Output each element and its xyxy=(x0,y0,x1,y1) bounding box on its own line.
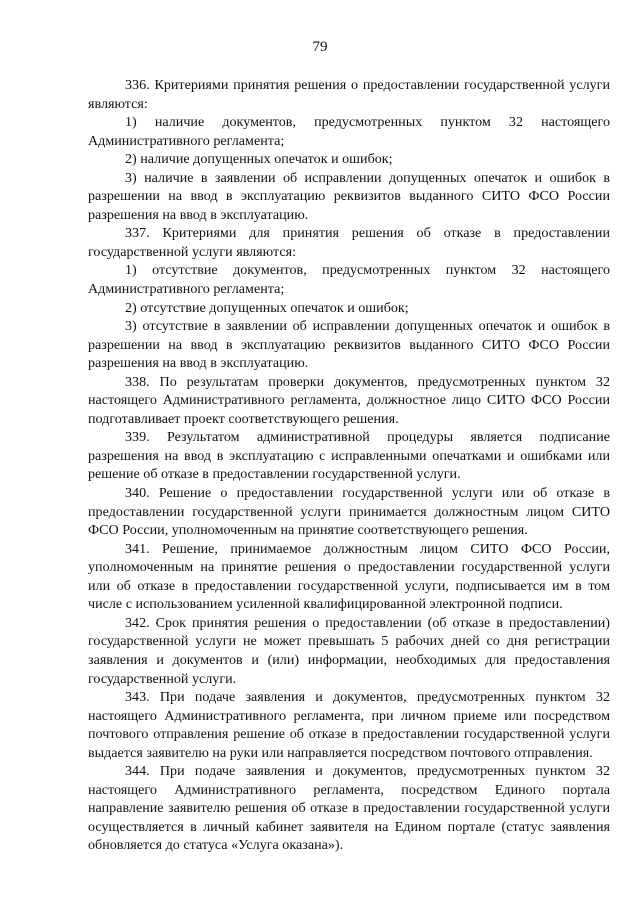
page-number: 79 xyxy=(312,39,328,55)
paragraph-344: 344. При подаче заявления и документов, предусмотренных пунктом 32 настоящего Административного регламента, посредством Единого портала направление заявителю решения об отказе в предоставлении государственной услуги осуществляется в личный кабинет заявителя на Едином портале (статус заявления обновляется до статуса «Услуга оказана»). xyxy=(88,763,610,854)
paragraph-343: 343. При подаче заявления и документов, предусмотренных пунктом 32 настоящего Административного регламента, при личном приеме или посредством почтового отправления решение об отказе в предоставлении государственной услуги выдается заявителю на руки или направляется посредством почтового отправления. xyxy=(88,689,610,761)
paragraph-339: 339. Результатом административной процедуры является подписание разрешения на ввод в эксплуатацию с исправленными опечатками и ошибками или решение об отказе в предоставлении государственной услуги. xyxy=(88,429,610,483)
paragraph-336-item-2: 2) наличие допущенных опечаток и ошибок; xyxy=(125,151,393,168)
paragraph-338: 338. По результатам проверки документов, предусмотренных пунктом 32 настоящего Административного регламента, должностное лицо СИТО ФСО России подготавливает проект соответствующего решения. xyxy=(88,373,610,427)
paragraph-336-item-3: 3) наличие в заявлении об исправлении допущенных опечаток и ошибок в разрешении на ввод в эксплуатацию реквизитов выданного СИТО ФСО России разрешения на ввод в эксплуатацию. xyxy=(88,169,610,223)
paragraph-337: 337. Критериями для принятия решения об отказе в предоставлении государственной услуги являются: xyxy=(88,225,610,260)
paragraph-336: 336. Критериями принятия решения о предоставлении государственной услуги являются: xyxy=(88,77,610,112)
paragraph-341: 341. Решение, принимаемое должностным лицом СИТО ФСО России, уполномоченным на принятие решения о предоставлении государственной услуги или об отказе в предоставлении государственной услуги, подписывается им в том числе с использованием усиленной квалифицированной электронной подписи. xyxy=(88,540,610,613)
paragraph-337-item-2: 2) отсутствие допущенных опечаток и ошибок; xyxy=(125,299,409,316)
paragraph-337-item-3: 3) отсутствие в заявлении об исправлении допущенных опечаток и ошибок в разрешении на ввод в эксплуатацию реквизитов выданного СИТО ФСО России разрешения на ввод в эксплуатацию. xyxy=(88,318,610,372)
paragraph-340: 340. Решение о предоставлении государственной услуги или об отказе в предоставлении государственной услуги принимается должностным лицом СИТО ФСО России, уполномоченным на принятие соответствующего решения. xyxy=(88,485,610,539)
paragraph-337-item-1: 1) отсутствие документов, предусмотренных пунктом 32 настоящего Административного регламента; xyxy=(88,262,610,298)
paragraph-342: 342. Срок принятия решения о предоставлении (об отказе в предоставлении) государственной услуги не может превышать 5 рабочих дней со дня регистрации заявления и документов и (или) информации, необходимых для предоставления государственной услуги. xyxy=(88,614,610,687)
document-body xyxy=(88,76,610,855)
paragraph-336-item-1: 1) наличие документов, предусмотренных пунктом 32 настоящего Административного регламента; xyxy=(88,114,610,149)
